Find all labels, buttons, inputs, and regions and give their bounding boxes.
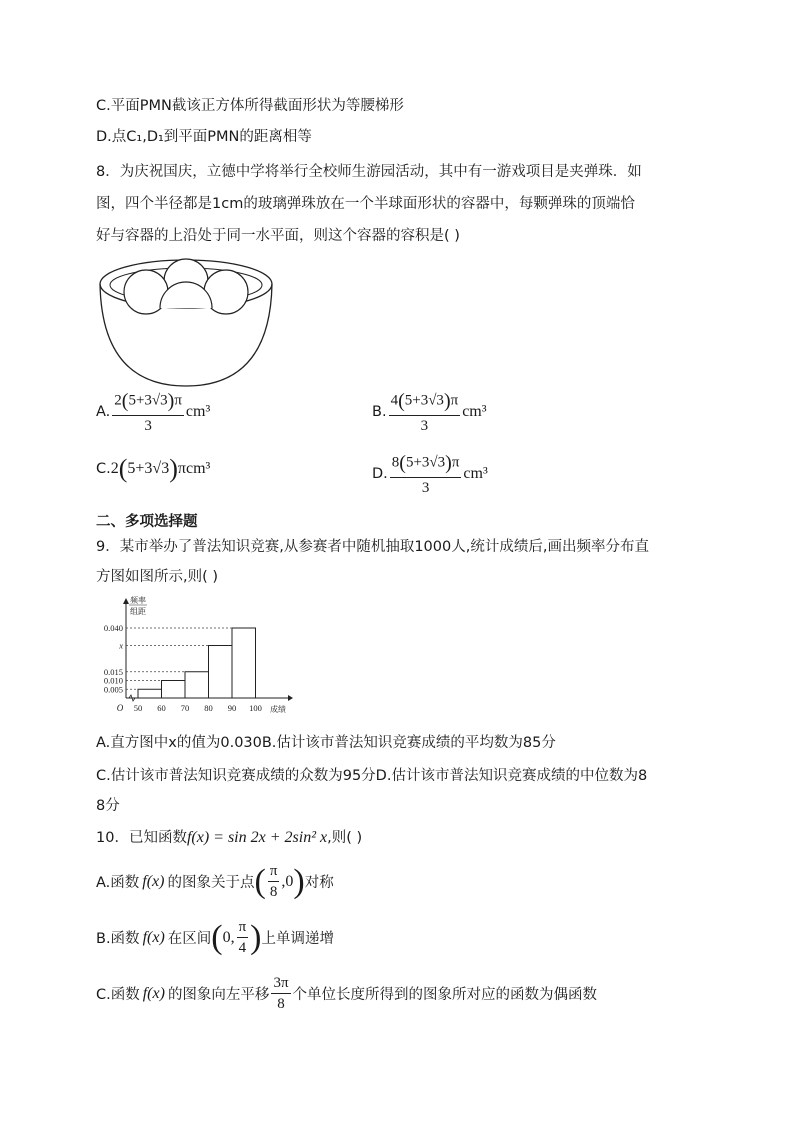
q8-stem-line3: 好与容器的上沿处于同一水平面，则这个容器的容积是( ) [96, 228, 460, 244]
q8-stem-line2: 图，四个半径都是1cm的玻璃弹珠放在一个半球面形状的容器中，每颗弹珠的顶端恰 [96, 196, 635, 212]
histogram-bar [232, 628, 256, 698]
y-tick-label: x [119, 640, 123, 651]
q9-option-line2: C.估计该市普法知识竞赛成绩的众数为95分D.估计该市普法知识竞赛成绩的中位数为8 [96, 768, 648, 784]
x-axis-label: 成绩 [270, 705, 286, 714]
y-tick-label: 0.015 [103, 666, 123, 677]
q10-option-c: C.函数 f(x) 的图象向左平移 $\frac{3\pi}{8}$ 个单位长度所得到的图象所对应的函数为偶函数 [96, 975, 598, 1012]
x-tick-label: 100 [249, 703, 262, 713]
q9-stem-line2: 方图如图所示,则( ) [96, 569, 219, 585]
section-heading-multiple-choice: 二、多项选择题 [96, 514, 198, 530]
histogram-bar [209, 646, 233, 699]
q7-option-d: D.点C₁,D₁到平面PMN的距离相等 [96, 129, 312, 145]
x-tick-label: 50 [133, 703, 143, 713]
frequency-histogram [96, 594, 306, 720]
q10-stem: 10．已知函数f(x) = sin 2x + 2sin² x,则( ) [96, 829, 363, 846]
q8-stem-line1: 8．为庆祝国庆，立德中学将举行全校师生游园活动，其中有一游戏项目是夹弹珠．如 [96, 164, 642, 180]
bowl-figure [96, 254, 276, 390]
q9-stem-line1: 9．某市举办了普法知识竞赛,从参赛者中随机抽取1000人,统计成绩后,画出频率分布直 [96, 539, 649, 555]
q8-option-d: D. $\frac{8(5+3√3)\pi}{3}$ cm³ [372, 452, 488, 496]
q8-option-c: C. 2 ( 5+3√3 ) πcm³ [96, 454, 211, 483]
q9-option-line1: A.直方图中x的值为0.030B.估计该市普法知识竞赛成绩的平均数为85分 [96, 735, 556, 751]
y-tick-label: 0.010 [103, 675, 123, 686]
y-tick-label: 0.040 [103, 623, 123, 633]
y-axis-arrow [123, 598, 129, 604]
y-axis-label-bottom: 组距 [130, 607, 146, 616]
y-axis-label-top: 频率 [130, 596, 146, 605]
x-tick-label: 80 [204, 703, 213, 713]
histogram-bar [138, 689, 162, 698]
x-tick-label: 60 [157, 703, 166, 713]
histogram-bar [185, 672, 209, 698]
x-tick-label: 70 [180, 703, 190, 713]
q9-option-line3: 8分 [96, 798, 120, 814]
q8-option-b: B. $\frac{4(5+3√3)\pi}{3}$ cm³ [372, 390, 487, 434]
origin-label: O [116, 703, 124, 713]
q10-option-b: B.函数 f(x) 在区间 ( 0, $\frac{\pi}{4}$ ) 上单调递增 [96, 918, 334, 956]
y-tick-label: 0.005 [103, 684, 123, 695]
x-axis-arrow [288, 695, 293, 701]
q7-option-c: C.平面PMN截该正方体所得截面形状为等腰梯形 [96, 98, 404, 114]
q8-option-a: A. $\frac{2(5+3√3)\pi}{3}$ cm³ [96, 390, 211, 434]
x-tick-label: 90 [227, 703, 237, 713]
q10-option-a: A.函数 f(x) 的图象关于点 ( $\frac{\pi}{8}$ ,0 ) 对称 [96, 862, 334, 900]
histogram-bar [162, 681, 186, 699]
